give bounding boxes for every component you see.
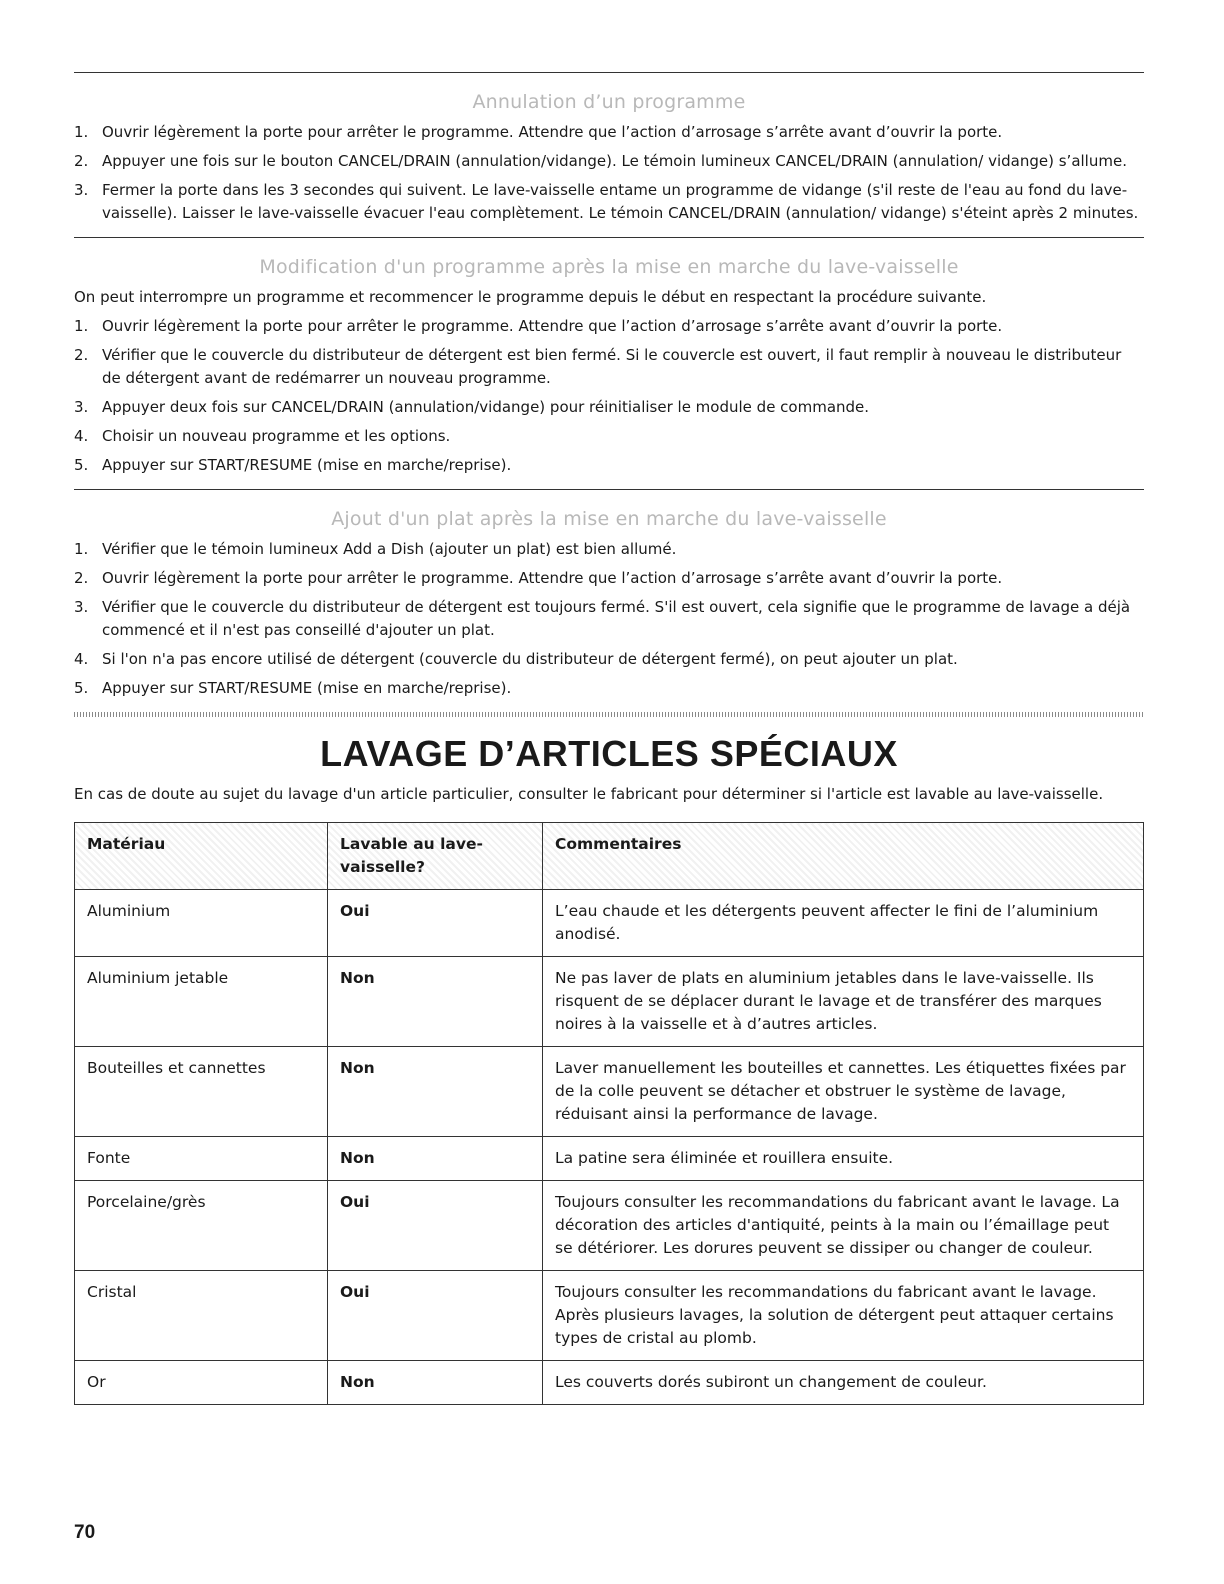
section-title-annulation: Annulation d’un programme (472, 91, 746, 113)
special-intro: En cas de doute au sujet du lavage d'un article particulier, consulter le fabricant pour déterminer si l'article est lavable au lave-vaisselle. (74, 785, 1104, 803)
cell-comment: Toujours consulter les recommandations du fabricant avant le lavage. La décoration des articles d'antiquité, peints à la main ou l’émaillage peut se détériorer. Les dorures peuvent se dissiper ou changer de couleur. (543, 1181, 1144, 1271)
column-header-lavable: Lavable au lave-vaisselle? (328, 823, 543, 890)
cell-washable: Oui (328, 1181, 543, 1271)
top-rule (74, 72, 1144, 73)
list-item: 5. Appuyer sur START/RESUME (mise en marche/reprise). (74, 679, 512, 697)
list-item: 3. Vérifier que le couvercle du distributeur de détergent est toujours fermé. S'il est ouvert, cela signifie que le programme de lavage a déjà commencé et il n'est pas conseillé d'ajouter un plat. (74, 598, 1131, 639)
list-item: 2. Appuyer une fois sur le bouton CANCEL/DRAIN (annulation/vidange). Le témoin lumineux CANCEL/DRAIN (annulation/ vidange) s’allume. (74, 152, 1127, 170)
cell-material: Aluminium (75, 890, 328, 957)
steps-modification (74, 315, 1144, 477)
section-rule (74, 237, 1144, 238)
cell-material: Or (75, 1361, 328, 1405)
cell-comment: Les couverts dorés subiront un changement de couleur. (543, 1361, 1144, 1405)
table-row (75, 1271, 1144, 1361)
cell-washable: Non (328, 1361, 543, 1405)
list-item: 2. Vérifier que le couvercle du distributeur de détergent est bien fermé. Si le couvercle est ouvert, il faut remplir à nouveau le distributeur de détergent avant de redémarrer un nouveau programme. (74, 346, 1122, 387)
table-row (75, 1137, 1144, 1181)
cell-material: Cristal (75, 1271, 328, 1361)
list-item: 3. Fermer la porte dans les 3 secondes qui suivent. Le lave-vaisselle entame un programme de vidange (s'il reste de l'eau au fond du lave-vaisselle). Laisser le lave-vaisselle évacuer l'eau complètement. Le témoin CANCEL/DRAIN (annulation/ vidange) s'éteint après 2 minutes. (74, 181, 1139, 222)
cell-comment: L’eau chaude et les détergents peuvent affecter le fini de l’aluminium anodisé. (543, 890, 1144, 957)
table-header-row (75, 823, 1144, 890)
cell-comment: Ne pas laver de plats en aluminium jetables dans le lave-vaisselle. Ils risquent de se déplacer durant le lavage et de transférer des marques noires à la vaisselle et à d’autres articles. (543, 957, 1144, 1047)
steps-annulation (74, 121, 1144, 225)
table-row (75, 890, 1144, 957)
table-row (75, 1047, 1144, 1137)
page-content (74, 72, 1144, 1405)
table-row (75, 1361, 1144, 1405)
cell-washable: Non (328, 1137, 543, 1181)
page-number: 70 (74, 1522, 96, 1543)
special-items-table (74, 822, 1144, 1405)
cell-comment: Laver manuellement les bouteilles et cannettes. Les étiquettes fixées par de la colle peuvent se détacher et obstruer le système de lavage, réduisant ainsi la performance de lavage. (543, 1047, 1144, 1137)
list-item: 4. Choisir un nouveau programme et les options. (74, 427, 451, 445)
section-title-modification: Modification d'un programme après la mise en marche du lave-vaisselle (259, 256, 959, 278)
table-row (75, 1181, 1144, 1271)
cell-comment: La patine sera éliminée et rouillera ensuite. (543, 1137, 1144, 1181)
list-item: 1. Vérifier que le témoin lumineux Add a Dish (ajouter un plat) est bien allumé. (74, 540, 677, 558)
cell-material: Porcelaine/grès (75, 1181, 328, 1271)
page-title: LAVAGE D’ARTICLES SPÉCIAUX (320, 733, 898, 774)
cell-material: Fonte (75, 1137, 328, 1181)
list-item: 1. Ouvrir légèrement la porte pour arrêter le programme. Attendre que l’action d’arrosage s’arrête avant d’ouvrir la porte. (74, 317, 1003, 335)
list-item: 5. Appuyer sur START/RESUME (mise en marche/reprise). (74, 456, 512, 474)
list-item: 2. Ouvrir légèrement la porte pour arrêter le programme. Attendre que l’action d’arrosage s’arrête avant d’ouvrir la porte. (74, 569, 1003, 587)
cell-washable: Non (328, 1047, 543, 1137)
cell-washable: Oui (328, 890, 543, 957)
section-rule (74, 489, 1144, 490)
column-header-materiau: Matériau (75, 823, 328, 890)
table-row (75, 957, 1144, 1047)
cell-material: Aluminium jetable (75, 957, 328, 1047)
cell-washable: Non (328, 957, 543, 1047)
cell-comment: Toujours consulter les recommandations du fabricant avant le lavage. Après plusieurs lavages, la solution de détergent peut attaquer certains types de cristal au plomb. (543, 1271, 1144, 1361)
section-title-ajout: Ajout d'un plat après la mise en marche du lave-vaisselle (331, 508, 887, 530)
list-item: 3. Appuyer deux fois sur CANCEL/DRAIN (annulation/vidange) pour réinitialiser le module de commande. (74, 398, 870, 416)
section-intro: On peut interrompre un programme et recommencer le programme depuis le début en respectant la procédure suivante. (74, 288, 987, 306)
hatched-divider (74, 712, 1144, 717)
cell-material: Bouteilles et cannettes (75, 1047, 328, 1137)
cell-washable: Oui (328, 1271, 543, 1361)
list-item: 1. Ouvrir légèrement la porte pour arrêter le programme. Attendre que l’action d’arrosage s’arrête avant d’ouvrir la porte. (74, 123, 1003, 141)
steps-ajout (74, 538, 1144, 700)
list-item: 4. Si l'on n'a pas encore utilisé de détergent (couvercle du distributeur de détergent fermé), on peut ajouter un plat. (74, 650, 958, 668)
column-header-commentaires: Commentaires (543, 823, 1144, 890)
